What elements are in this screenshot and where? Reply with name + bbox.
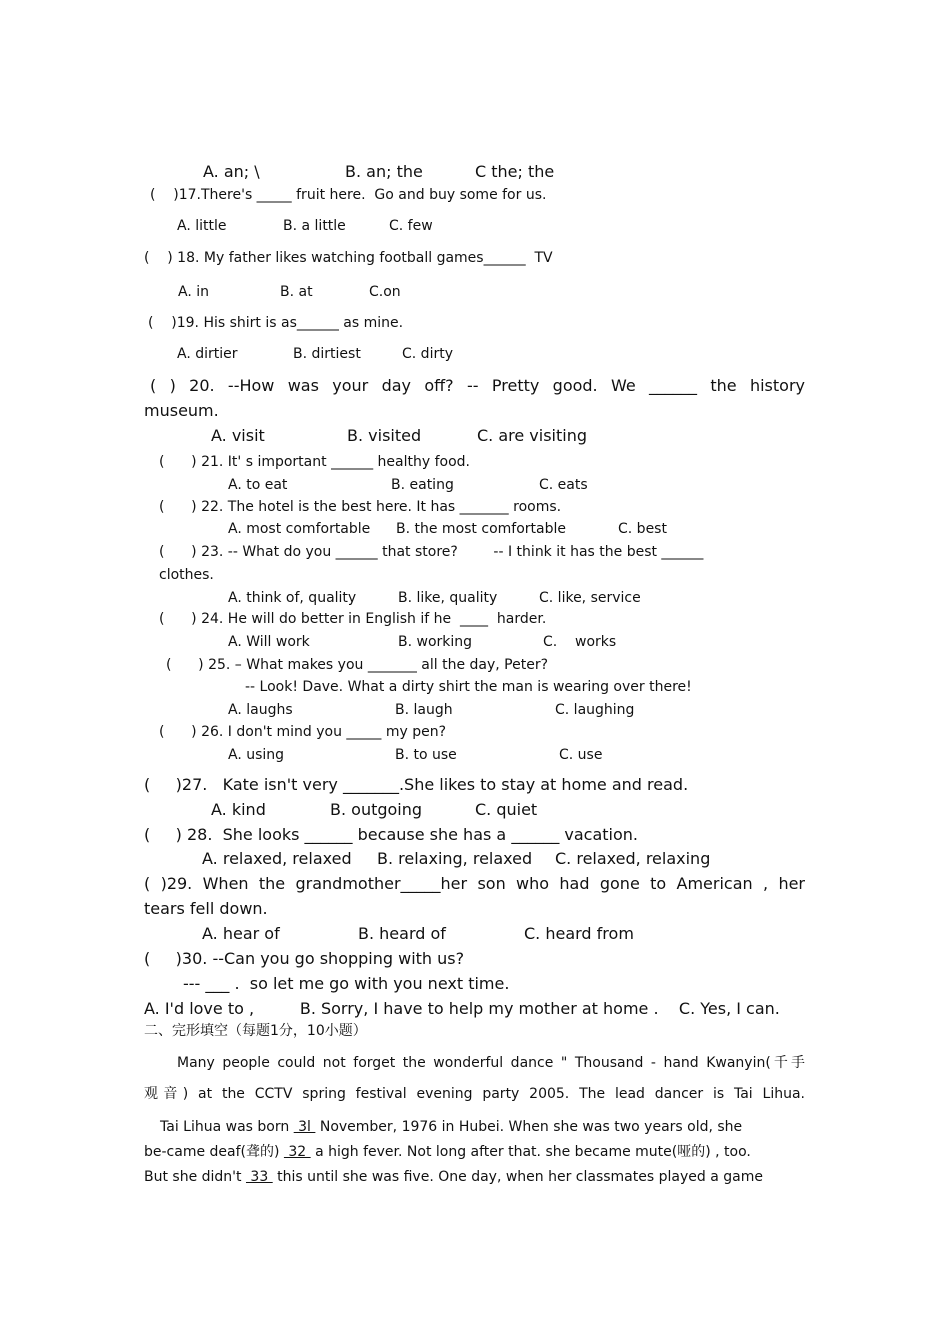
q28-text: ( ) 28. She looks ______ because she has a ______ vacation.	[144, 825, 639, 844]
q27-text: ( )27. Kate isn't very _______.She likes to stay at home and read.	[144, 775, 689, 794]
q24-option-a: A. Will work	[228, 634, 310, 650]
blank-33: 33	[245, 1169, 273, 1185]
q21-option-a: A. to eat	[228, 477, 288, 493]
q18-option-c: C.on	[369, 284, 401, 300]
q19-text: ( )19. His shirt is as______ as mine.	[148, 315, 404, 331]
q18-option-b: B. at	[280, 284, 313, 300]
q24-text: ( ) 24. He will do better in English if he ____ harder.	[159, 611, 547, 627]
q20-option-a: A. visit	[211, 426, 265, 445]
q16-option-a: A. an; \	[203, 162, 260, 181]
q18-text: ( ) 18. My father likes watching football games______ TV	[144, 250, 553, 266]
q25-text-cont: -- Look! Dave. What a dirty shirt the man is wearing over there!	[245, 679, 692, 695]
q23-option-a: A. think of, quality	[228, 590, 357, 606]
q25-option-c: C. laughing	[555, 702, 635, 718]
q27-option-c: C. quiet	[475, 800, 538, 819]
q20-option-b: B. visited	[347, 426, 422, 445]
q30-text: ( )30. --Can you go shopping with us?	[144, 949, 465, 968]
q28-option-b: B. relaxing, relaxed	[377, 849, 533, 868]
q23-text: ( ) 23. -- What do you ______ that store? -- I think it has the best ______	[159, 544, 704, 560]
q22-option-b: B. the most comfortable	[396, 521, 566, 537]
q27-option-b: B. outgoing	[330, 800, 423, 819]
blank-31: 3l	[293, 1119, 316, 1135]
q27-option-a: A. kind	[211, 800, 266, 819]
q18-option-a: A. in	[178, 284, 209, 300]
q20-text-cont: museum.	[144, 401, 219, 420]
q17-text: ( )17.There's _____ fruit here. Go and buy some for us.	[150, 187, 547, 203]
q21-option-c: C. eats	[539, 477, 588, 493]
passage-line-2: 观音) at the CCTV spring festival evening party 2005. The lead dancer is Tai Lihua.	[144, 1086, 805, 1102]
q29-text-cont: tears fell down.	[144, 899, 268, 918]
passage-line-4: be-came deaf(聋的) 32 a high fever. Not long after that. she became mute(哑的) , too.	[144, 1144, 751, 1160]
q24-option-c: C. works	[543, 634, 617, 650]
q25-text: ( ) 25. – What makes you _______ all the day, Peter?	[166, 657, 549, 673]
q29-option-a: A. hear of	[202, 924, 280, 943]
q29-text: ( )29. When the grandmother_____her son who had gone to American , her	[144, 874, 805, 893]
q17-option-a: A. little	[177, 218, 227, 234]
passage-line-3: Tai Lihua was born 3l November, 1976 in Hubei. When she was two years old, she	[160, 1119, 743, 1135]
q21-text: ( ) 21. It' s important ______ healthy food.	[159, 454, 470, 470]
q21-option-b: B. eating	[391, 477, 454, 493]
q30-text-cont: --- ___ . so let me go with you next time.	[183, 974, 510, 993]
q16-option-b: B. an; the	[345, 162, 423, 181]
q20-option-c: C. are visiting	[477, 426, 588, 445]
q28-option-c: C. relaxed, relaxing	[555, 849, 711, 868]
q26-option-b: B. to use	[395, 747, 457, 763]
q28-option-a: A. relaxed, relaxed	[202, 849, 352, 868]
q22-text: ( ) 22. The hotel is the best here. It has _______ rooms.	[159, 499, 562, 515]
q23-option-c: C. like, service	[539, 590, 641, 606]
q25-option-b: B. laugh	[395, 702, 453, 718]
q22-option-a: A. most comfortable	[228, 521, 371, 537]
passage-line-1: Many people could not forget the wonderful dance " Thousand - hand Kwanyin(千手	[177, 1055, 805, 1071]
q17-option-b: B. a little	[283, 218, 346, 234]
q17-option-c: C. few	[389, 218, 433, 234]
q22-option-c: C. best	[618, 521, 667, 537]
q19-option-c: C. dirty	[402, 346, 453, 362]
q19-option-a: A. dirtier	[177, 346, 238, 362]
blank-32: 32	[283, 1144, 311, 1160]
q20-text: ( ) 20. --How was your day off? -- Pretty good. We ______ the history	[150, 376, 805, 395]
q24-option-b: B. working	[398, 634, 473, 650]
q26-option-c: C. use	[559, 747, 603, 763]
q26-option-a: A. using	[228, 747, 285, 763]
passage-line-5: But she didn't 33 this until she was five. One day, when her classmates played a game	[144, 1169, 763, 1185]
q25-option-a: A. laughs	[228, 702, 293, 718]
q16-option-c: C the; the	[475, 162, 555, 181]
q30-options: A. I'd love to , B. Sorry, I have to help my mother at home . C. Yes, I can.	[144, 999, 780, 1018]
q29-option-c: C. heard from	[524, 924, 634, 943]
section-heading: 二、完形填空（每题1分，10小题）	[144, 1023, 367, 1039]
q29-option-b: B. heard of	[358, 924, 446, 943]
q23-text-cont: clothes.	[159, 567, 214, 583]
q23-option-b: B. like, quality	[398, 590, 498, 606]
q26-text: ( ) 26. I don't mind you _____ my pen?	[159, 724, 447, 740]
q19-option-b: B. dirtiest	[293, 346, 361, 362]
